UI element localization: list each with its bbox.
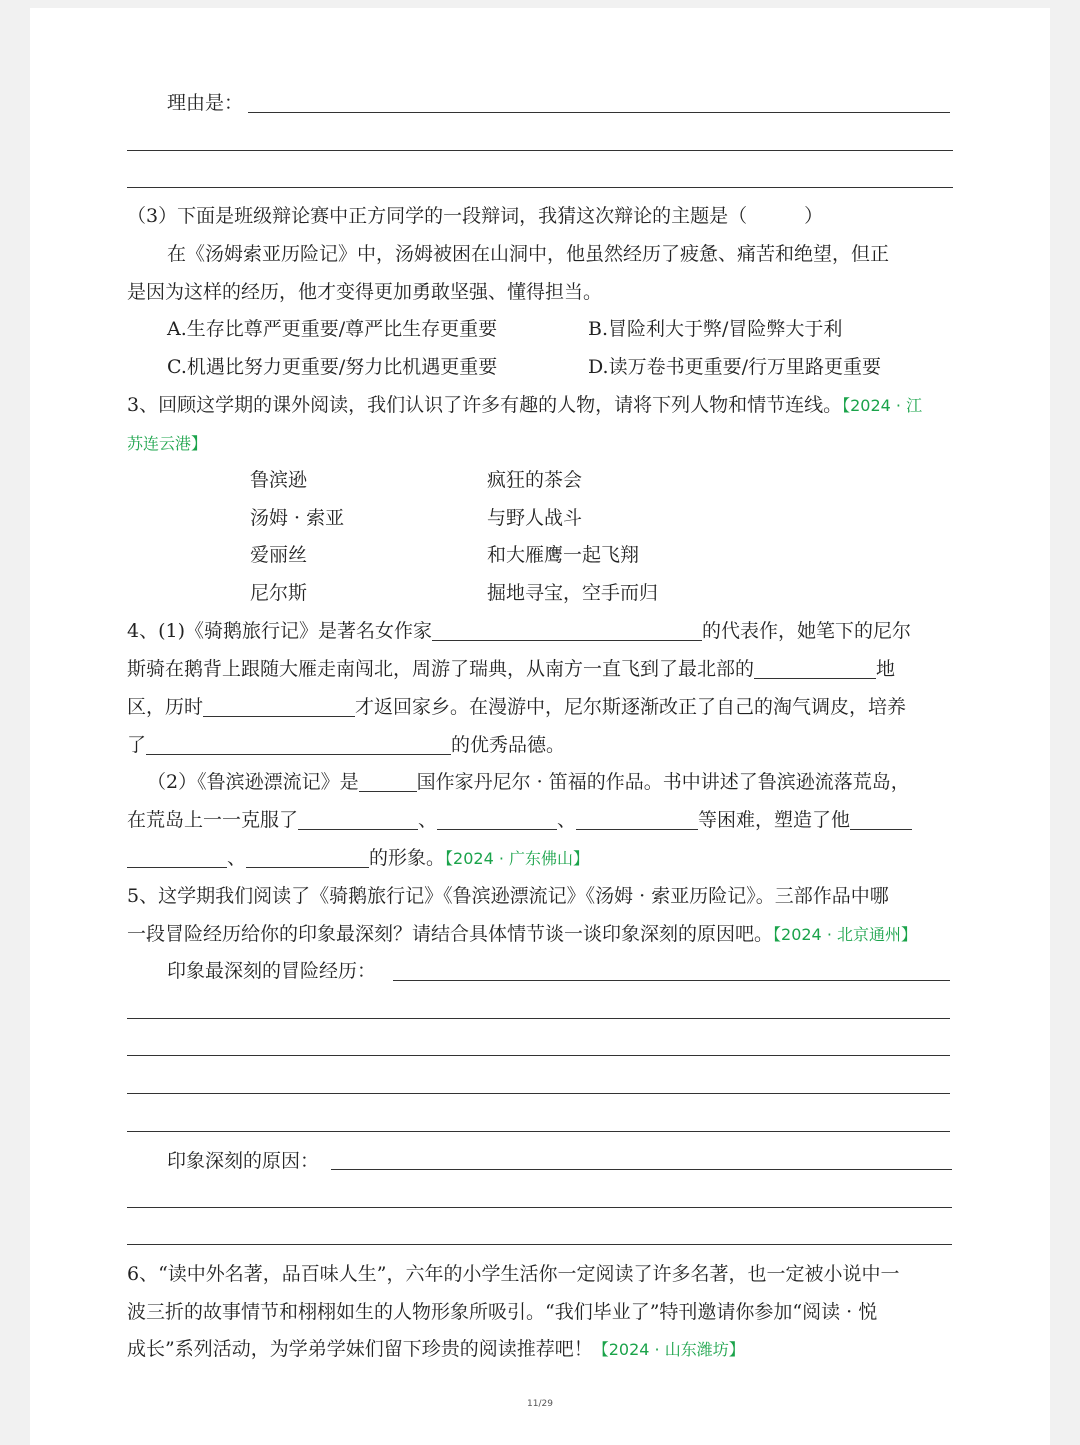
fill-blank[interactable] xyxy=(127,849,227,868)
page-number: 11/29 xyxy=(527,1399,553,1409)
question-4-line: 斯骑在鹅背上跟随大雁走南闯北，周游了瑞典，从南方一直飞到了最北部的 地 xyxy=(127,658,896,680)
source-tag: 【2024 · 广东佛山】 xyxy=(445,849,590,868)
question-4-line: 区，历时 才返回家乡。在漫游中，尼尔斯逐渐改正了自己的淘气调皮，培养 xyxy=(127,696,907,718)
fill-blank[interactable] xyxy=(576,811,698,830)
person-item[interactable]: 鲁滨逊 xyxy=(250,469,308,491)
option-c[interactable]: C.机遇比努力更重要/努力比机遇更重要 xyxy=(167,356,498,378)
question-4-line: 在荒岛上一一克服了 、 、 等困难，塑造了他 xyxy=(127,808,953,832)
fill-blank[interactable] xyxy=(246,849,369,868)
answer-line[interactable] xyxy=(127,1207,952,1208)
fill-blank[interactable] xyxy=(754,660,876,679)
answer-line[interactable] xyxy=(248,112,950,113)
answer-line[interactable] xyxy=(127,1093,950,1094)
fill-blank[interactable] xyxy=(432,622,702,641)
fill-blank[interactable] xyxy=(203,698,355,717)
answer-line[interactable] xyxy=(331,1169,952,1170)
answer-line[interactable] xyxy=(127,1131,950,1132)
fill-blank[interactable] xyxy=(850,811,912,830)
person-item[interactable]: 爱丽丝 xyxy=(250,544,308,566)
question-6-line: 波三折的故事情节和栩栩如生的人物形象所吸引。“我们毕业了”特刊邀请你参加“阅读 · 悦 xyxy=(127,1301,878,1323)
fill-blank[interactable] xyxy=(437,811,557,830)
question-4-line: 4、(1)《骑鹅旅行记》是著名女作家 的代表作，她笔下的尼尔 xyxy=(127,620,912,642)
fill-blank[interactable] xyxy=(359,773,417,792)
source-tag: 【2024 · 江 xyxy=(842,396,923,415)
plot-item[interactable]: 掘地寻宝，空手而归 xyxy=(487,582,659,604)
source-tag: 【2024 · 北京通州】 xyxy=(773,925,917,944)
answer-line[interactable] xyxy=(127,1055,950,1056)
question-4-line: 了 的优秀品德。 xyxy=(127,734,566,756)
option-a[interactable]: A.生存比尊严更重要/尊严比生存更重要 xyxy=(167,318,498,340)
passage-line: 是因为这样的经历，他才变得更加勇敢坚强、懂得担当。 xyxy=(127,281,603,303)
source-tag: 苏连云港】 xyxy=(127,434,208,453)
answer-line[interactable] xyxy=(127,1244,952,1245)
question-2-3-stem: （3）下面是班级辩论赛中正方同学的一段辩词，我猜这次辩论的主题是（ ） xyxy=(127,205,824,227)
person-item[interactable]: 尼尔斯 xyxy=(250,582,308,604)
source-tag: 【2024 · 山东潍坊】 xyxy=(592,1340,745,1359)
option-d[interactable]: D.读万卷书更重要/行万里路更重要 xyxy=(588,356,881,378)
question-3-tag-line xyxy=(127,431,953,456)
experience-label: 印象最深刻的冒险经历： xyxy=(167,960,377,982)
option-b[interactable]: B.冒险利大于弊/冒险弊大于利 xyxy=(588,318,843,340)
person-item[interactable]: 汤姆 · 索亚 xyxy=(250,507,345,529)
passage-line: 在《汤姆索亚历险记》中，汤姆被困在山洞中，他虽然经历了疲惫、痛苦和绝望，但正 xyxy=(167,243,890,265)
question-6-line: 6、“读中外名著，品百味人生”，六年的小学生活你一定阅读了许多名著，也一定被小说中一 xyxy=(127,1263,900,1285)
question-5-line: 一段冒险经历给你的印象最深刻？请结合具体情节谈一谈印象深刻的原因吧。【2024 · 北京通州】 xyxy=(127,923,917,945)
question-4-line: 、 的形象。【2024 · 广东佛山】 xyxy=(127,846,953,871)
question-5-line: 5、这学期我们阅读了《骑鹅旅行记》《鲁滨逊漂流记》《汤姆 · 索亚历险记》。三部作品中哪 xyxy=(127,885,889,907)
plot-item[interactable]: 和大雁鹰一起飞翔 xyxy=(487,544,640,566)
question-3-stem: 3、回顾这学期的课外阅读，我们认识了许多有趣的人物，请将下列人物和情节连线。【2024 · 江 xyxy=(127,394,923,416)
answer-line[interactable] xyxy=(127,187,953,188)
answer-line[interactable] xyxy=(393,980,950,981)
plot-item[interactable]: 疯狂的茶会 xyxy=(487,469,583,491)
answer-line[interactable] xyxy=(127,1018,950,1019)
plot-item[interactable]: 与野人战斗 xyxy=(487,507,583,529)
question-6-line: 成长”系列活动，为学弟学妹们留下珍贵的阅读推荐吧！【2024 · 山东潍坊】 xyxy=(127,1338,745,1360)
fill-blank[interactable] xyxy=(298,811,418,830)
question-4-line: （2）《鲁滨逊漂流记》是 国作家丹尼尔 · 笛福的作品。书中讲述了鲁滨逊流落荒岛， xyxy=(147,771,910,793)
answer-line[interactable] xyxy=(127,150,953,151)
reason-label: 理由是： xyxy=(167,92,244,114)
reason-label: 印象深刻的原因： xyxy=(167,1150,320,1172)
fill-blank[interactable] xyxy=(146,736,451,755)
